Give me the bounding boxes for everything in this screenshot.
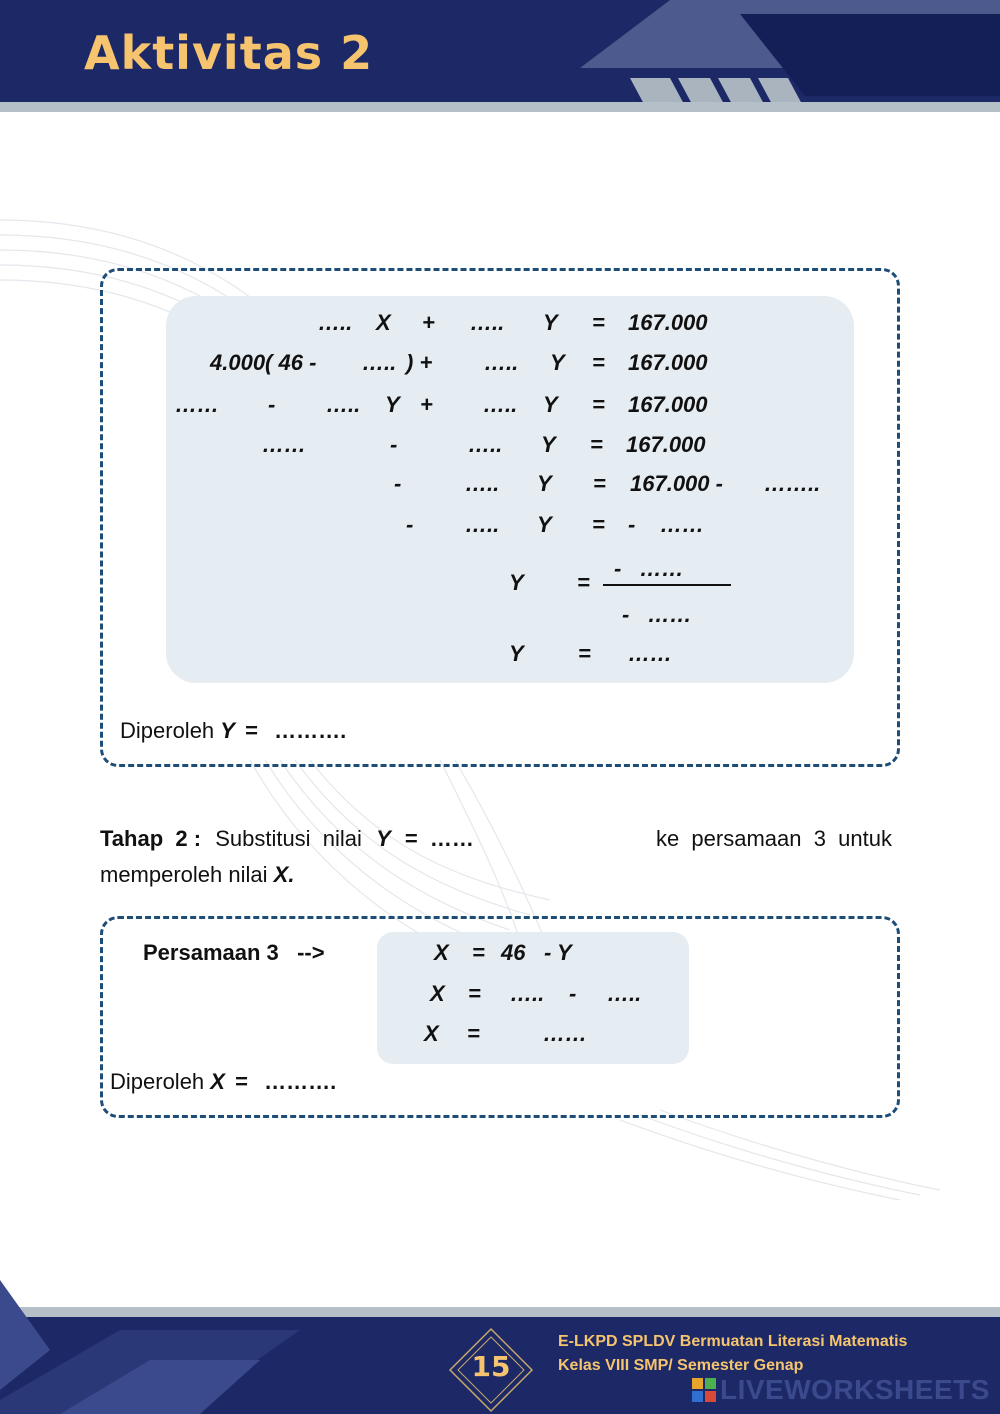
blank-value[interactable]: ….. (510, 981, 545, 1006)
constant-value: 46 (501, 940, 526, 965)
stage-2-instruction: Tahap 2 : Substitusi nilai Y = …… ke persamaan 3 untuk (100, 826, 892, 851)
equals-sign: = (404, 826, 418, 851)
constant-value: 167.000 (628, 392, 708, 417)
equals-sign: = (467, 1021, 480, 1046)
blank-coefficient[interactable]: ….. (326, 392, 361, 417)
constant-expression: 167.000 - (630, 471, 723, 496)
blank-coefficient[interactable]: ….. (484, 350, 519, 375)
blank-value[interactable]: …… (543, 1021, 587, 1046)
blank-coefficient[interactable]: ….. (465, 471, 500, 496)
fraction-denominator[interactable]: - …… (622, 602, 692, 627)
equals-sign: = (592, 310, 605, 335)
var-x: X. (273, 862, 295, 887)
liveworksheets-watermark: LIVEWORKSHEETS (720, 1374, 990, 1405)
expression-part: ) + (406, 350, 433, 375)
blank-coefficient[interactable]: ….. (483, 392, 518, 417)
equals-sign: = (468, 981, 481, 1006)
blank-value[interactable]: ….. (607, 981, 642, 1006)
fraction-numerator[interactable]: - …… (614, 556, 684, 581)
plus-sign: + (420, 392, 433, 417)
constant-value: 167.000 (628, 350, 708, 375)
footer-decoration (0, 1270, 450, 1414)
plus-sign: + (422, 310, 435, 335)
stage-2-instruction-line2: memperoleh nilai X. (100, 862, 295, 887)
footer-title: E-LKPD SPLDV Bermuatan Literasi Matematis (558, 1333, 908, 1350)
minus-sign: - (406, 512, 414, 537)
equals-sign: = (593, 471, 606, 496)
result-label: Diperoleh (120, 718, 215, 743)
blank-coefficient[interactable]: ….. (470, 310, 505, 335)
var-y: Y (376, 826, 391, 851)
blank-coefficient[interactable]: ….. (318, 310, 353, 335)
stage-label: Tahap 2 : (100, 826, 202, 851)
var-y: Y (543, 392, 558, 417)
result-x-line (110, 1069, 336, 1095)
equation-3-label: Persamaan 3 --> (143, 940, 325, 965)
blank-coefficient[interactable]: ….. (468, 432, 503, 457)
fraction-bar (603, 584, 731, 586)
var-y: Y (537, 512, 552, 537)
page-number: 15 (471, 1350, 511, 1383)
var-x: X (424, 1021, 439, 1046)
equals-sign: = (578, 641, 591, 666)
minus-sign: - (268, 392, 276, 417)
blank-value[interactable]: …… (628, 641, 672, 666)
result-x-blank[interactable]: ………. (264, 1069, 337, 1094)
blank-value[interactable]: …… (175, 392, 219, 417)
blank-coefficient[interactable]: ….. (465, 512, 500, 537)
var-x: X (210, 1069, 225, 1094)
minus-sign: - (394, 471, 402, 496)
constant-value: 167.000 (628, 310, 708, 335)
liveworksheets-logo-icon (692, 1378, 716, 1402)
page-title: Aktivitas 2 (84, 26, 374, 80)
var-y: Y (537, 471, 552, 496)
minus-sign: - (569, 981, 577, 1006)
var-y: Y (541, 432, 556, 457)
blank-value[interactable]: …… (660, 512, 704, 537)
equals-sign: = (592, 350, 605, 375)
result-y-blank[interactable]: ………. (274, 718, 347, 743)
var-y: Y (509, 641, 524, 666)
var-x: X (434, 940, 449, 965)
footer-subtitle: Kelas VIII SMP/ Semester Genap (558, 1357, 804, 1374)
minus-y: - Y (544, 940, 572, 965)
header-decoration (560, 0, 1000, 102)
var-x: X (430, 981, 445, 1006)
minus-sign: - (390, 432, 398, 457)
blank-coefficient[interactable]: ….. (362, 350, 397, 375)
var-y: Y (543, 310, 558, 335)
header-strip (0, 102, 1000, 112)
equals-sign: = (235, 1069, 248, 1094)
equals-sign: = (245, 718, 258, 743)
equals-sign: = (592, 512, 605, 537)
var-y: Y (550, 350, 565, 375)
var-y: Y (509, 570, 524, 595)
blank-value[interactable]: …….. (764, 471, 821, 496)
result-label: Diperoleh (110, 1069, 205, 1094)
var-y: Y (220, 718, 235, 743)
equals-sign: = (577, 570, 590, 595)
blank-value[interactable]: …… (262, 432, 306, 457)
constant-value: 167.000 (626, 432, 706, 457)
equals-sign: = (592, 392, 605, 417)
substitution-y-blank[interactable]: …… (429, 826, 474, 851)
minus-sign: - (628, 512, 636, 537)
equals-sign: = (472, 940, 485, 965)
result-y-line (120, 718, 346, 744)
var-y: Y (385, 392, 400, 417)
expression-part: 4.000( 46 - (210, 350, 317, 375)
equals-sign: = (590, 432, 603, 457)
var-x: X (376, 310, 391, 335)
